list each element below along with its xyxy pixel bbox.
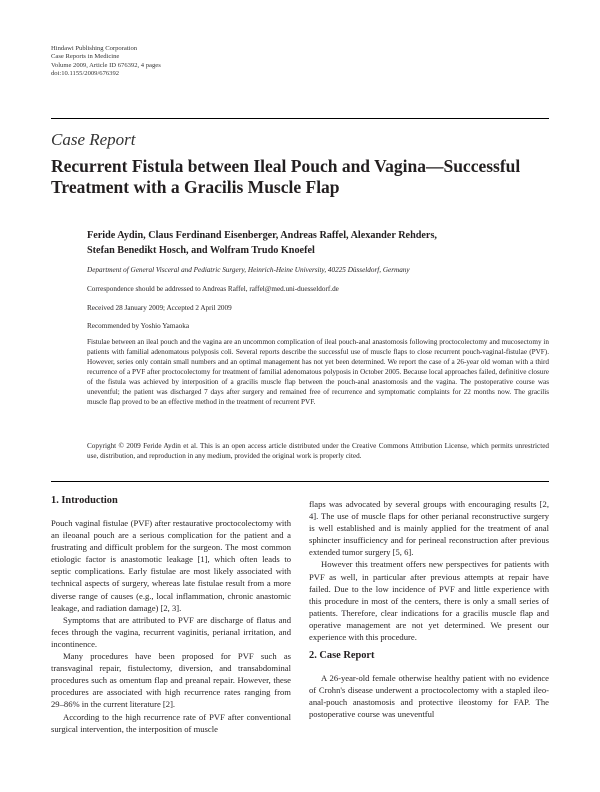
volume-info: Volume 2009, Article ID 676392, 4 pages [51, 61, 161, 69]
affiliation: Department of General Visceral and Pediatric Surgery, Heinrich-Heine University, 40225 Düsseldorf, Germany [87, 266, 410, 274]
paragraph: According to the high recurrence rate of PVF after conventional surgical intervention, the interposition of muscle [51, 711, 291, 734]
copyright: Copyright © 2009 Feride Aydin et al. This is an open access article distributed under the Creative Commons Attribution License, which permits unrestricted use, distribution, and reproduction in any medium, provided the original work is properly cited. [87, 442, 549, 460]
correspondence: Correspondence should be addressed to Andreas Raffel, raffel@med.uni-duesseldorf.de [87, 285, 339, 293]
publisher: Hindawi Publishing Corporation [51, 45, 138, 52]
section-heading-case-report: 2. Case Report [309, 650, 375, 661]
section-heading-introduction: 1. Introduction [51, 495, 118, 506]
abstract: Fistulae between an ileal pouch and the vagina are an uncommon complication of ileal pouch-anal anastomosis following proctocolectomy and mucosectomy in patients with familial adenomatous polyposis coli. Several reports describe the successful use of muscle flaps to close recurrent pouch-vaginal-fistulae (PVF). However, series only contain small numbers and an optimal management has not yet been determined. We report the case of a 26-year old woman with a third recurrence of a PVF after proctocolectomy for treatment of familial adenomatous polyposis in October 2005. Because local approaches failed, definitive closure of the fistula was achieved by interposition of a gracilis muscle flap between the pouch-anal anastomosis and the vagina. The postoperative course was uneventful; the patient was discharged 7 days after surgery and remained free of recurrence and symptomatic complaints for 22 months now. The gracilis muscle flap proved to be an effective method in the treatment of recurrent PVF. [87, 338, 549, 406]
article-title: Recurrent Fistula between Ileal Pouch and Vagina—Successful Treatment with a Gracilis Muscle Flap [51, 156, 521, 197]
paragraph: Pouch vaginal fistulae (PVF) after restaurative proctocolectomy with an ileoanal pouch are a serious complication for the patient and a frustrating and difficult problem for the surgeon. The most common etiologic factor is anastomotic leakage [1], which often leads to septic complications. Early fistulae are most likely associated with technical aspects of surgery, whereas late fistulae result from a more diverse range of causes (e.g., local inflammation, chronic anastomic leakage, and radiation damage) [2, 3]. [51, 518, 291, 613]
journal-name: Case Reports in Medicine [51, 53, 120, 61]
journal-header [51, 45, 161, 78]
right-column-top [309, 498, 549, 643]
paragraph: Many procedures have been proposed for PVF such as transvaginal repair, fistulectomy, diversion, and transabdominal procedures such as omentum flap and preanal repair. However, these procedures are associated with high recurrence rates ranging from 29–86% in the current literature [2]. [51, 651, 291, 710]
abstract-divider [51, 481, 549, 482]
recommended-by: Recommended by Yoshio Yamaoka [87, 322, 190, 330]
paragraph: flaps was advocated by several groups with encouraging results [2, 4]. The use of muscle flaps for other perianal reconstructive surgery is well established and is mainly applied for the treatment of anal sphincter insufficiency and for perineal reconstruction after previous extended tumor surgery [5, 6]. [309, 499, 549, 558]
authors-line-1: Feride Aydin, Claus Ferdinand Eisenberger, Andreas Raffel, Alexander Rehders, [87, 230, 437, 241]
top-divider [51, 118, 549, 119]
authors-line-2: Stefan Benedikt Hosch, and Wolfram Trudo Knoefel [87, 245, 315, 256]
authors [87, 228, 549, 258]
doi: doi:10.1155/2009/676392 [51, 69, 120, 77]
article-type: Case Report [51, 130, 136, 149]
right-column-bottom [309, 672, 549, 720]
paragraph: Symptoms that are attributed to PVF are discharge of flatus and feces through the vagina, recurrent vaginitis, perianal irritation, and incontinence. [51, 614, 291, 649]
dates: Received 28 January 2009; Accepted 2 April 2009 [87, 304, 232, 312]
paragraph: A 26-year-old female otherwise healthy patient with no evidence of Crohn's disease underwent a proctocolectomy with a stapled ileo-anal-pouch anastomosis and protective ileostomy for FAP. The postoperative course was uneventful [309, 673, 549, 720]
paragraph: However this treatment offers new perspectives for patients with PVF as well, in particular after previous attempts at repair have failed. Due to the low incidence of PVF and little experience with this procedure in most of the centers, there is only a small series of patients. Therefore, clear indications for a gracilis muscle flap and operative management are not yet determined. We present our experience with this procedure. [309, 559, 549, 643]
left-column [51, 517, 291, 735]
